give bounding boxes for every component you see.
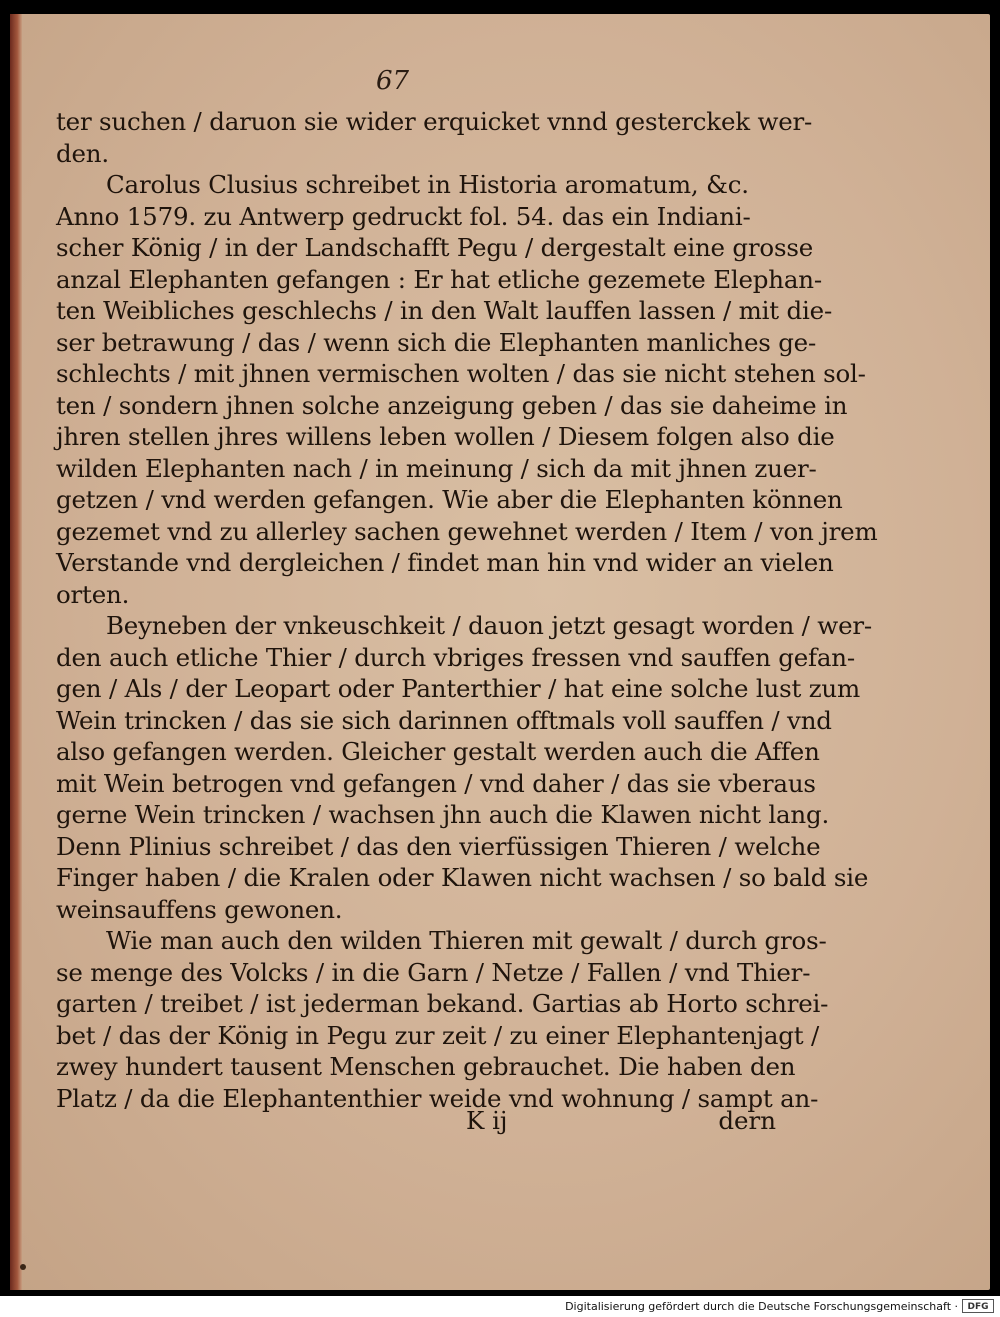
catchword-line: [56, 1106, 776, 1138]
page-text: [56, 106, 878, 1114]
text-line: Platz / da die Elephantenthier weide vnd wohnung / sampt an-: [56, 1083, 819, 1113]
text-line: garten / treibet / ist jederman bekand. Gartias ab Horto schrei-: [56, 989, 829, 1018]
text-line: Wie man auch den wilden Thieren mit gewalt / durch gros-: [106, 926, 827, 955]
text-line: Carolus Clusius schreibet in Historia aromatum, &c.: [106, 170, 749, 199]
text-line: Wein trincken / das sie sich darinnen offtmals voll sauffen / vnd: [56, 705, 832, 735]
text-line: getzen / vnd werden gefangen. Wie aber die Elephanten können: [56, 485, 843, 514]
text-line: zwey hundert tausent Menschen gebrauchet. Die haben den: [56, 1052, 796, 1081]
text-line: orten.: [56, 579, 130, 609]
catchword: dern: [718, 1106, 776, 1135]
text-line: ten Weibliches geschlechs / in den Walt lauffen lassen / mit die-: [56, 296, 833, 325]
text-line: jhren stellen jhres willens leben wollen / Diesem folgen also die: [56, 422, 835, 451]
text-line: schlechts / mit jhnen vermischen wolten / das sie nicht stehen sol-: [56, 359, 866, 388]
text-line: gerne Wein trincken / wachsen jhn auch die Klawen nicht lang.: [56, 800, 830, 829]
text-line: ten / sondern jhnen solche anzeigung geben / das sie daheime in: [56, 390, 848, 420]
text-line: scher König / in der Landschafft Pegu / dergestalt eine grosse: [56, 233, 814, 262]
book-page: [10, 14, 990, 1290]
text-line: wilden Elephanten nach / in meinung / sich da mit jhnen zuer-: [56, 453, 817, 483]
page-number: 67: [376, 66, 410, 96]
footer-bar: [0, 1296, 1000, 1317]
text-line: Beyneben der vnkeuschkeit / dauon jetzt gesagt worden / wer-: [106, 611, 872, 640]
text-line: ser betrawung / das / wenn sich die Elephanten manliches ge-: [56, 327, 817, 357]
text-line: ter suchen / daruon sie wider erquicket vnnd gesterckek wer-: [56, 107, 813, 136]
text-line: mit Wein betrogen vnd gefangen / vnd daher / das sie vberaus: [56, 768, 816, 798]
text-line: anzal Elephanten gefangen : Er hat etliche gezemete Elephan-: [56, 264, 822, 294]
signature-mark: K ij: [466, 1106, 508, 1135]
text-line: Verstande vnd dergleichen / findet man hin vnd wider an vielen: [56, 548, 834, 577]
book-spine: [10, 14, 22, 1290]
text-line: se menge des Volcks / in die Garn / Netze / Fallen / vnd Thier-: [56, 957, 811, 987]
text-line: also gefangen werden. Gleicher gestalt werden auch die Affen: [56, 737, 820, 766]
footer-credit: Digitalisierung gefördert durch die Deutsche Forschungsgemeinschaft ·: [565, 1300, 958, 1313]
text-line: bet / das der König in Pegu zur zeit / zu einer Elephantenjagt /: [56, 1020, 820, 1050]
page-mark: [20, 1264, 26, 1270]
text-line: den.: [56, 138, 109, 168]
text-line: Finger haben / die Kralen oder Klawen nicht wachsen / so bald sie: [56, 863, 869, 892]
text-line: gen / Als / der Leopart oder Panterthier / hat eine solche lust zum: [56, 674, 861, 703]
dfg-logo-icon: DFG: [962, 1299, 994, 1313]
text-line: den auch etliche Thier / durch vbriges fressen vnd sauffen gefan-: [56, 642, 855, 672]
text-line: gezemet vnd zu allerley sachen gewehnet werden / Item / von jrem: [56, 516, 878, 546]
text-line: Anno 1579. zu Antwerp gedruckt fol. 54. das ein Indiani-: [56, 201, 751, 231]
text-line: weinsauffens gewonen.: [56, 894, 343, 924]
text-line: Denn Plinius schreibet / das den vierfüssigen Thieren / welche: [56, 831, 821, 861]
